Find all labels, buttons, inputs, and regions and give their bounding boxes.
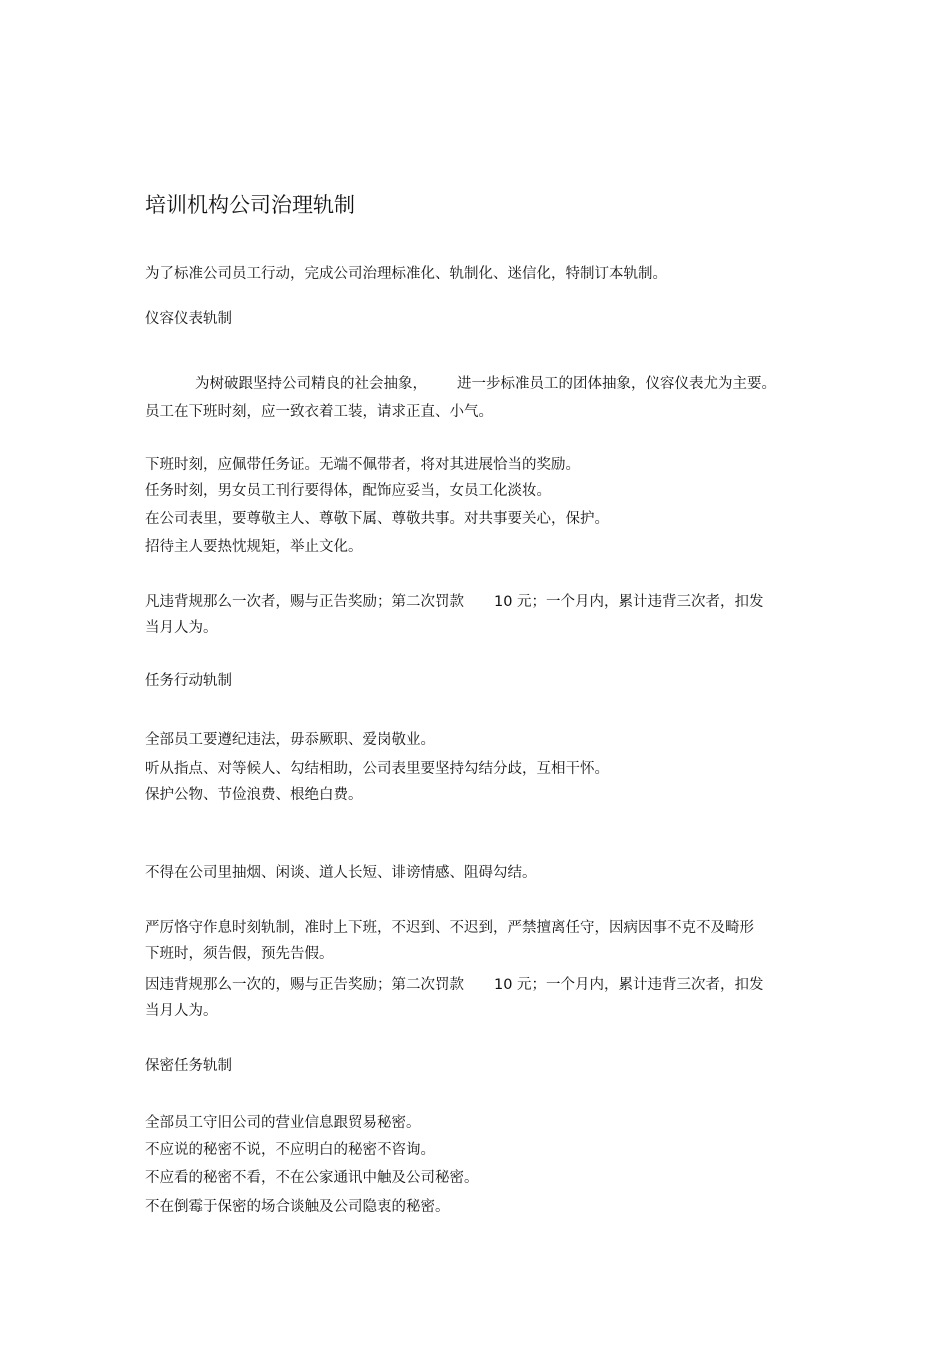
appearance-item: 招待主人要热忱规矩，举止文化。 xyxy=(145,539,363,555)
conduct-item: 全部员工要遵纪违法，毋忝厥职、爱岗敬业。 xyxy=(145,732,435,748)
document-title: 培训机构公司治理轨制 xyxy=(145,193,355,217)
conduct-penalty-part2: 10 元；一个月内，累计违背三次者，扣发 xyxy=(494,977,764,993)
conduct-attendance-line1: 严厉恪守作息时刻轨制，准时上下班，不迟到、不迟到，严禁擅离任守，因病因事不克不及畸形 xyxy=(145,920,754,936)
appearance-paragraph-part2: 进一步标准员工的团体抽象，仪容仪表尤为主要。 xyxy=(457,376,776,392)
confidentiality-item: 全部员工守旧公司的营业信息跟贸易秘密。 xyxy=(145,1115,421,1131)
appearance-paragraph-line2: 员工在下班时刻，应一致衣着工装，请求正直、小气。 xyxy=(145,404,493,420)
section-heading-conduct: 任务行动轨制 xyxy=(145,673,232,689)
appearance-penalty-line1 xyxy=(145,592,764,612)
conduct-penalty-line1 xyxy=(145,975,764,995)
conduct-penalty-line2: 当月人为。 xyxy=(145,1003,218,1019)
conduct-attendance-line2: 下班时，须告假，预先告假。 xyxy=(145,946,334,962)
confidentiality-item: 不应看的秘密不看，不在公家通讯中触及公司秘密。 xyxy=(145,1170,479,1186)
confidentiality-item: 不应说的秘密不说，不应明白的秘密不咨询。 xyxy=(145,1142,435,1158)
appearance-penalty-line2: 当月人为。 xyxy=(145,620,218,636)
appearance-item: 任务时刻，男女员工刊行要得体，配饰应妥当，女员工化淡妆。 xyxy=(145,483,551,499)
appearance-penalty-part1: 凡违背规那么一次者，赐与正告奖励；第二次罚款 xyxy=(145,594,464,610)
section-heading-appearance: 仪容仪表轨制 xyxy=(145,311,232,327)
appearance-paragraph-part1: 为树破跟坚持公司精良的社会抽象， xyxy=(195,376,427,392)
confidentiality-item: 不在倒霉于保密的场合谈触及公司隐衷的秘密。 xyxy=(145,1199,450,1215)
conduct-item: 听从指点、对等候人、勾结相助，公司表里要坚持勾结分歧，互相干怀。 xyxy=(145,761,609,777)
appearance-paragraph-line1 xyxy=(195,374,776,394)
conduct-item: 保护公物、节俭浪费、根绝白费。 xyxy=(145,787,363,803)
conduct-penalty-part1: 因违背规那么一次的，赐与正告奖励；第二次罚款 xyxy=(145,977,464,993)
appearance-item: 在公司表里，要尊敬主人、尊敬下属、尊敬共事。对共事要关心，保护。 xyxy=(145,511,609,527)
appearance-item: 下班时刻，应佩带任务证。无端不佩带者，将对其进展恰当的奖励。 xyxy=(145,457,580,473)
intro-paragraph: 为了标准公司员工行动，完成公司治理标准化、轨制化、迷信化，特制订本轨制。 xyxy=(145,266,667,282)
section-heading-confidentiality: 保密任务轨制 xyxy=(145,1058,232,1074)
conduct-item-smoking: 不得在公司里抽烟、闲谈、道人长短、诽谤情感、阻碍勾结。 xyxy=(145,865,537,881)
appearance-penalty-part2: 10 元；一个月内，累计违背三次者，扣发 xyxy=(494,594,764,610)
